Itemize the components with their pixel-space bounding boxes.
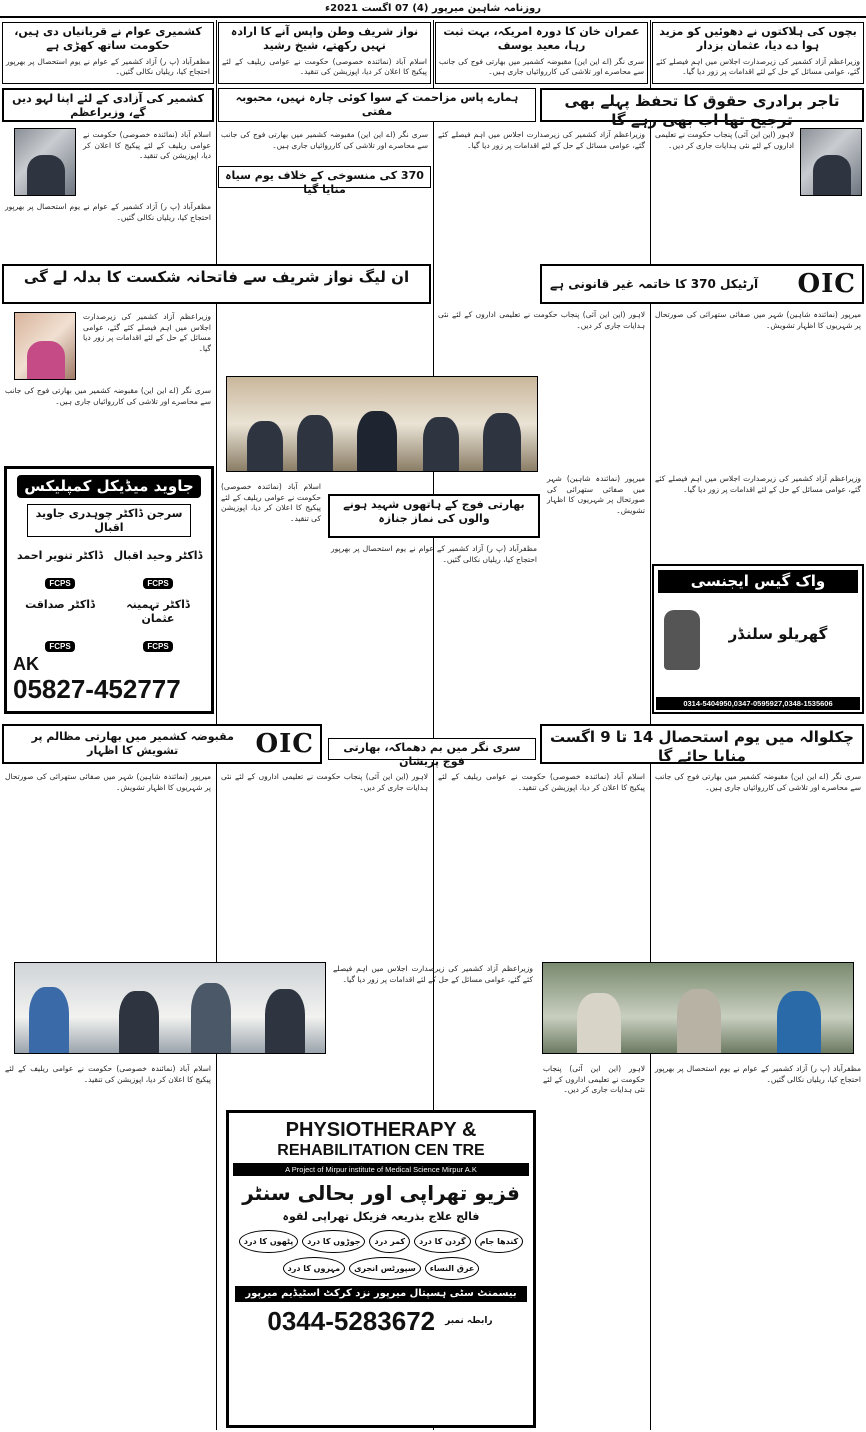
story-text: اسلام آباد (نمائندہ خصوصی) حکومت نے عوامی ریلیف کے لئے پیکیج کا اعلان کر دیا، اپوزیشن کی تنقید۔: [221, 482, 321, 523]
fcps-badge: FCPS: [45, 578, 74, 589]
service-badge: عرق النساء: [425, 1257, 480, 1280]
top-story-1: [652, 22, 864, 84]
meeting-photo: [226, 376, 538, 472]
ad-title: واک گیس ایجنسی: [658, 570, 858, 593]
story-text: میرپور (نمائندہ شاہین) شہر میں صفائی ستھرائی کی صورتحال پر شہریوں کا اظہار تشویش۔: [5, 772, 211, 792]
story-text: وزیراعظم آزاد کشمیر کی زیرصدارت اجلاس میں اہم فیصلے کئے گئے، عوامی مسائل کے حل کے لئے اقدامات پر زور دیا گیا۔: [438, 130, 645, 150]
contact-label: رابطہ نمبر: [445, 1316, 493, 1327]
ad-phones: 0314-5404950,0347-0595927,0348-1535606: [656, 697, 860, 710]
headline: تاجر برادری حقوق کا تحفظ پہلے بھی ترجیح تھا اب بھی رہے گا: [564, 92, 840, 129]
headline: کشمیر کی آزادی کے لئے اپنا لہو دیں گے، وزیراعظم: [12, 92, 204, 119]
service-badge: مہروں کا درد: [283, 1257, 345, 1280]
story-text: اسلام آباد (نمائندہ خصوصی) حکومت نے عوامی ریلیف کے لئے پیکیج کا اعلان کر دیا، اپوزیشن کی تنقید۔: [5, 1064, 211, 1084]
headline-oic-1: [540, 264, 864, 304]
portrait-photo: [14, 312, 76, 380]
headline: 370 کی منسوخی کے خلاف یوم سیاہ منایا گیا: [225, 169, 424, 196]
group-photo: [542, 962, 854, 1054]
story-text: مظفرآباد (پ ر) آزاد کشمیر کے عوام نے یوم استحصال پر بھرپور احتجاج کیا، ریلیاں نکالی گئیں۔: [6, 56, 210, 76]
story-text: مظفرآباد (پ ر) آزاد کشمیر کے عوام نے یوم استحصال پر بھرپور احتجاج کیا، ریلیاں نکالی گئیں۔: [5, 202, 211, 222]
headline: ہمارے پاس مزاحمت کے سوا کوئی چارہ نہیں، محبوبہ مفتی: [235, 91, 519, 118]
portrait-photo: [800, 128, 862, 196]
headline: بچوں کی ہلاکتوں نے دھوئیں کو مزید ہوا دے دیا، عثمان بزدار: [659, 25, 857, 52]
headline: سری نگر میں بم دھماکہ، بھارتی فوج پریشان: [343, 741, 521, 768]
ad-title-line2: REHABILITATION CEN TRE: [277, 1142, 485, 1159]
story-text: اسلام آباد (نمائندہ خصوصی) حکومت نے عوامی ریلیف کے لئے پیکیج کا اعلان کر دیا، اپوزیشن کی تنقید۔: [438, 772, 645, 792]
story-text: لاہور (این این آئی) پنجاب حکومت نے تعلیمی اداروں کے لئے نئی ہدایات جاری کر دیں۔: [655, 130, 794, 150]
masthead: [0, 0, 866, 18]
story-text: میرپور (نمائندہ شاہین) شہر میں صفائی ستھرائی کی صورتحال پر شہریوں کا اظہار تشویش۔: [547, 474, 645, 515]
ad-title: جاوید میڈیکل کمپلیکس: [17, 475, 201, 498]
ad-urdu-sub: فالج علاج بذریعہ فزیکل تھراپی لقوہ: [282, 1210, 480, 1223]
headline-bomb: [328, 738, 536, 768]
headline: کشمیری عوام نے قربانیاں دی ہیں، حکومت ساتھ کھڑی ہے: [14, 25, 202, 52]
headline-kashmir: [2, 88, 214, 122]
service-badge: سپورٹس انجری: [349, 1257, 421, 1280]
fcps-badge: FCPS: [143, 578, 172, 589]
story-text: سری نگر (اے این این) مقبوضہ کشمیر میں بھارتی فوج کی جانب سے محاصرے اور تلاشی کی کارروائیاں جاری ہیں۔: [221, 130, 428, 150]
headline: ان لیگ نواز شریف سے فاتحانہ شکست کا بدلہ لے گی: [23, 268, 410, 286]
top-story-4: [2, 22, 214, 84]
top-story-2: [435, 22, 648, 84]
doctor-name: ڈاکٹر تہمینہ عثمان: [126, 598, 190, 625]
headline-army: [328, 494, 540, 538]
ad-phone: 05827-452777: [13, 674, 181, 704]
headline: عمران خان کا دورہ امریکہ، بہت ثبت رہا، معید یوسف: [443, 25, 640, 52]
headline-protest: [540, 724, 864, 764]
headline-ngo: [218, 88, 536, 122]
ad-tagline: A Project of Mirpur institute of Medical Science Mirpur A.K: [233, 1163, 529, 1176]
story-text: اسلام آباد (نمائندہ خصوصی) حکومت نے عوامی ریلیف کے لئے پیکیج کا اعلان کر دیا، اپوزیشن کی تنقید۔: [222, 56, 427, 76]
headline: آرٹیکل 370 کا خاتمہ غیر قانونی ہے: [550, 276, 759, 291]
headline: چکلوالہ میں یوم استحصال 14 تا 9 اگست منایا جائے گا: [550, 728, 854, 765]
fcps-badge: FCPS: [45, 641, 74, 652]
story-text: سری نگر (اے این این) مقبوضہ کشمیر میں بھارتی فوج کی جانب سے محاصرے اور تلاشی کی کارروائیاں جاری ہیں۔: [5, 386, 211, 406]
oic-logo-text: OIC: [797, 269, 856, 299]
medical-complex-ad: [4, 466, 214, 714]
headline-370: [218, 166, 431, 196]
headline: بھارتی فوج کے ہاتھوں شہید ہونے والوں کی نماز جنازہ: [343, 498, 525, 525]
physiotherapy-ad: [226, 1110, 536, 1428]
service-badge: کمر درد: [369, 1230, 410, 1253]
story-text: لاہور (این این آئی) پنجاب حکومت نے تعلیمی اداروں کے لئے نئی ہدایات جاری کر دیں۔: [438, 310, 645, 330]
headline-traders: [540, 88, 864, 129]
story-text: وزیراعظم آزاد کشمیر کی زیرصدارت اجلاس میں اہم فیصلے کئے گئے، عوامی مسائل کے حل کے لئے اقدامات پر زور دیا گیا۔: [83, 312, 211, 353]
service-badge: گردن کا درد: [414, 1230, 471, 1253]
portrait-photo: [14, 128, 76, 196]
service-badge: جوڑوں کا درد: [302, 1230, 365, 1253]
story-text: سری نگر (اے این این) مقبوضہ کشمیر میں بھارتی فوج کی جانب سے محاصرے اور تلاشی کی کارروائیاں جاری ہیں۔: [439, 56, 644, 76]
service-badge: پٹھوں کا درد: [239, 1230, 298, 1253]
story-text: مظفرآباد (پ ر) آزاد کشمیر کے عوام نے یوم استحصال پر بھرپور احتجاج کیا، ریلیاں نکالی گئیں۔: [331, 544, 537, 564]
ad-subtitle: سرجن ڈاکٹر چوہدری جاوید اقبال: [27, 504, 191, 538]
story-text: میرپور (نمائندہ شاہین) شہر میں صفائی ستھرائی کی صورتحال پر شہریوں کا اظہار تشویش۔: [655, 310, 861, 330]
top-story-3: [218, 22, 431, 84]
service-badge: کندھا جام: [475, 1230, 524, 1253]
ad-urdu-title: فزیو تھراپی اور بحالی سنٹر: [242, 1181, 520, 1205]
gas-cylinder-icon: [664, 610, 700, 670]
headline-oic-2: [2, 724, 322, 764]
ad-address: بیسمنٹ سٹی ہسپتال میرپور نزد کرکٹ اسٹیڈیم میرپور: [235, 1286, 527, 1303]
group-photo: [14, 962, 326, 1054]
headline: مقبوضہ کشمیر میں بھارتی مظالم پر تشویش کا اظہار: [31, 730, 234, 757]
story-text: وزیراعظم آزاد کشمیر کی زیرصدارت اجلاس میں اہم فیصلے کئے گئے، عوامی مسائل کے حل کے لئے اقدامات پر زور دیا گیا۔: [333, 964, 533, 984]
fcps-badge: FCPS: [143, 641, 172, 652]
story-text: لاہور (این این آئی) پنجاب حکومت نے تعلیمی اداروں کے لئے نئی ہدایات جاری کر دیں۔: [543, 1064, 645, 1094]
ad-product: گھریلو سلنڈر: [728, 624, 828, 643]
doctor-name: ڈاکٹر صداقت: [25, 598, 95, 611]
doctor-name: ڈاکٹر تنویر احمد: [17, 549, 103, 563]
story-text: وزیراعظم آزاد کشمیر کی زیرصدارت اجلاس میں اہم فیصلے کئے گئے، عوامی مسائل کے حل کے لئے اقدامات پر زور دیا گیا۔: [655, 474, 861, 494]
doctor-name: ڈاکٹر وحید اقبال: [113, 549, 203, 563]
story-text: مظفرآباد (پ ر) آزاد کشمیر کے عوام نے یوم استحصال پر بھرپور احتجاج کیا، ریلیاں نکالی گئیں۔: [655, 1064, 861, 1084]
headline-nawaz: [2, 264, 431, 304]
oic-logo-text: OIC: [255, 729, 314, 759]
ad-brand: AK: [13, 654, 39, 674]
gas-agency-ad: [652, 564, 864, 714]
headline: نواز شریف وطن واپس آنے کا ارادہ نہیں رکھتے، شیخ رشید: [230, 25, 419, 52]
masthead-text: روزنامہ شاہین میرپور (4) 07 اگست 2021ء: [325, 2, 541, 14]
story-text: اسلام آباد (نمائندہ خصوصی) حکومت نے عوامی ریلیف کے لئے پیکیج کا اعلان کر دیا، اپوزیشن کی تنقید۔: [83, 130, 211, 160]
ad-title-line1: PHYSIOTHERAPY &: [285, 1119, 477, 1141]
story-text: سری نگر (اے این این) مقبوضہ کشمیر میں بھارتی فوج کی جانب سے محاصرے اور تلاشی کی کارروائیاں جاری ہیں۔: [655, 772, 861, 792]
story-text: لاہور (این این آئی) پنجاب حکومت نے تعلیمی اداروں کے لئے نئی ہدایات جاری کر دیں۔: [221, 772, 428, 792]
ad-phone: 0344-5283672: [267, 1306, 436, 1337]
story-text: وزیراعظم آزاد کشمیر کی زیرصدارت اجلاس میں اہم فیصلے کئے گئے، عوامی مسائل کے حل کے لئے اقدامات پر زور دیا گیا۔: [656, 56, 860, 76]
